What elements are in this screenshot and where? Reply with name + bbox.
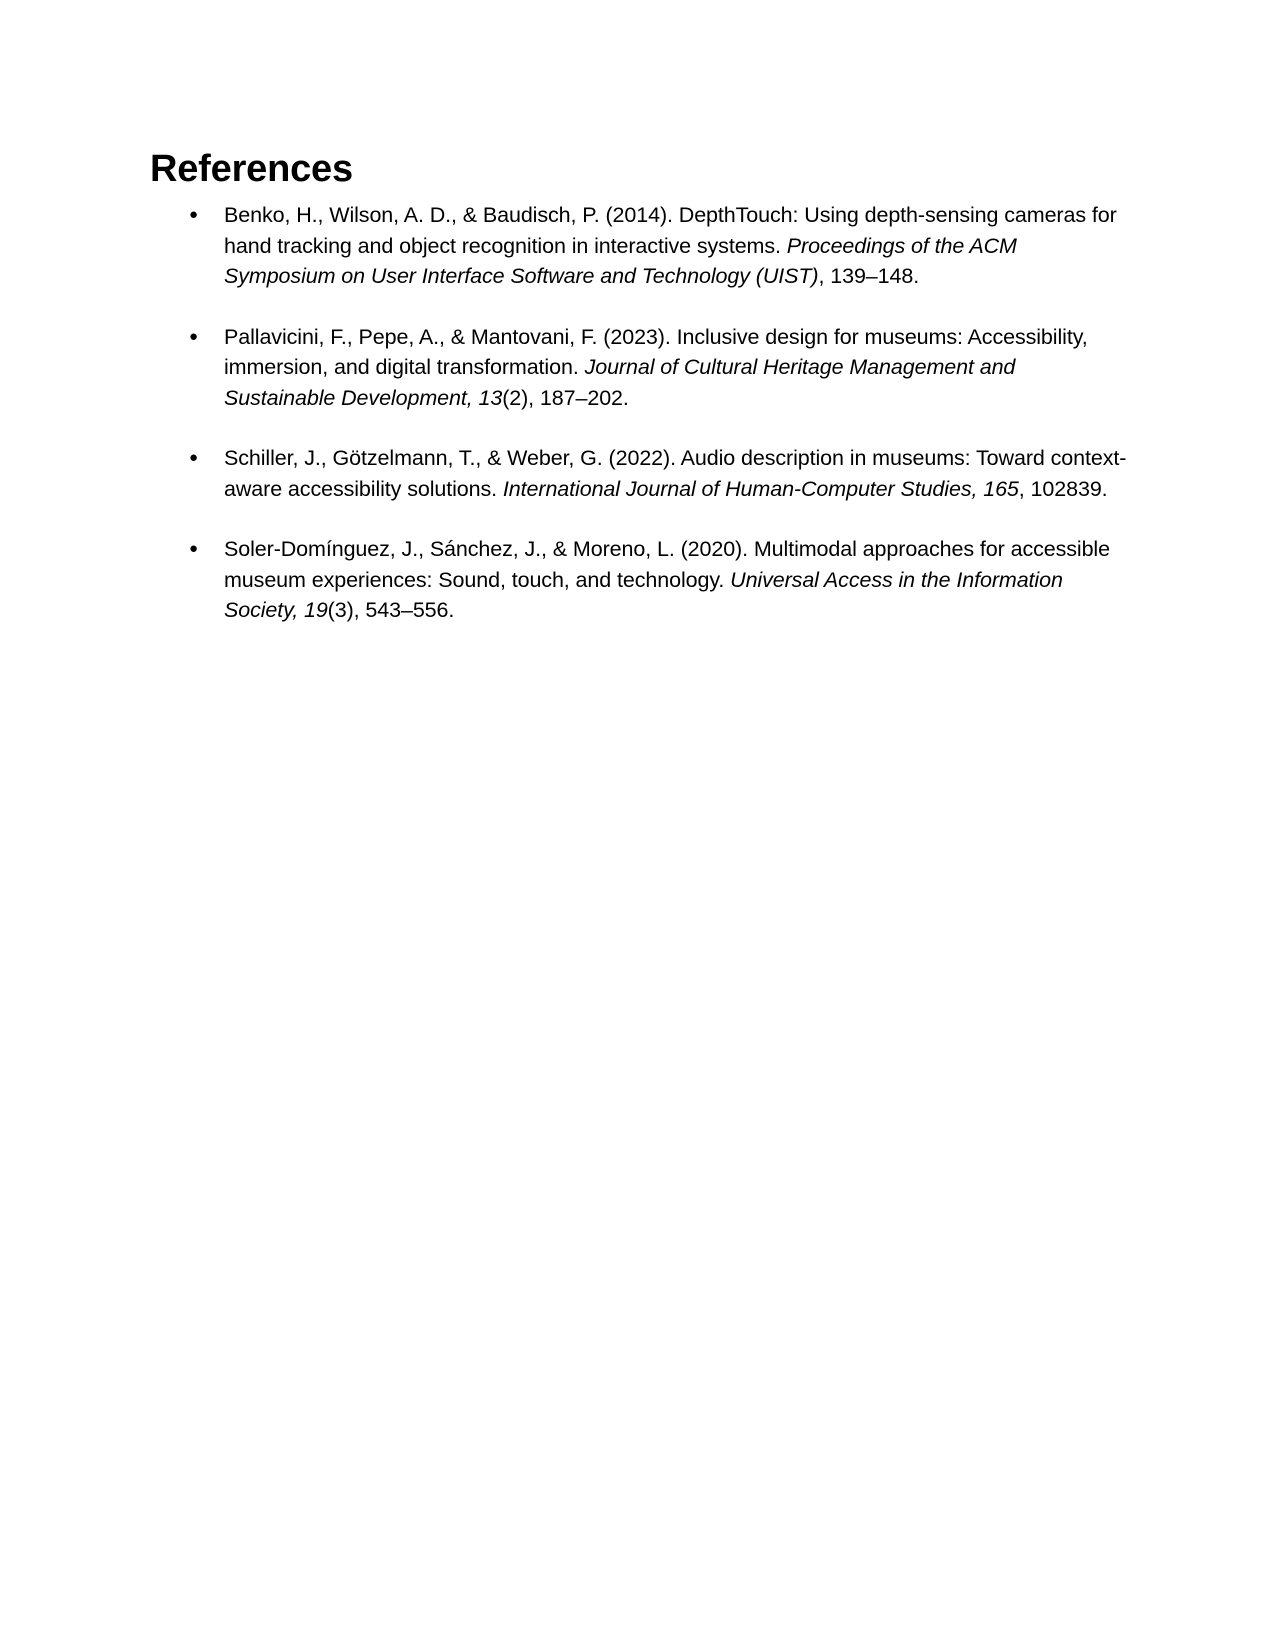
- references-list: [150, 200, 1130, 656]
- bullet-icon: ●: [189, 206, 198, 223]
- reference-text: Benko, H., Wilson, A. D., & Baudisch, P. (2014). DepthTouch: Using depth-sensing cameras for hand tracking and object recognition in interactive systems.: [224, 203, 1117, 258]
- reference-source: Journal of Cultural Heritage Management and Sustainable Development, 13: [224, 355, 1016, 410]
- reference-source: International Journal of Human-Computer Studies, 165: [502, 476, 1019, 501]
- references-heading: References: [150, 148, 353, 190]
- reference-item-pallavicini: [150, 322, 1130, 414]
- bullet-icon: ●: [189, 327, 198, 345]
- reference-pages: (3), 543–556.: [327, 598, 455, 622]
- reference-item-soler: [150, 534, 1130, 626]
- reference-item-schiller: [150, 443, 1130, 504]
- reference-item-benko: [150, 200, 1130, 292]
- reference-text: Schiller, J., Götzelmann, T., & Weber, G. (2022). Audio description in museums: Toward context-aware accessibility solutions.: [224, 446, 1127, 501]
- reference-pages: , 139–148.: [818, 264, 920, 288]
- reference-text: Soler-Domínguez, J., Sánchez, J., & Moreno, L. (2020). Multimodal approaches for accessible museum experiences: Sound, touch, and technology.: [224, 537, 1110, 592]
- reference-text: Pallavicini, F., Pepe, A., & Mantovani, F. (2023). Inclusive design for museums: Accessibility, immersion, and digital transformation.: [224, 324, 1088, 379]
- bullet-icon: ●: [189, 449, 198, 466]
- reference-pages: , 102839.: [1018, 476, 1108, 501]
- reference-source: Universal Access in the Information Society, 19: [224, 567, 1063, 622]
- reference-pages: (2), 187–202.: [502, 385, 629, 410]
- bullet-icon: ●: [189, 540, 198, 557]
- reference-source: Proceedings of the ACM Symposium on User Interface Software and Technology (UIST): [224, 233, 1017, 288]
